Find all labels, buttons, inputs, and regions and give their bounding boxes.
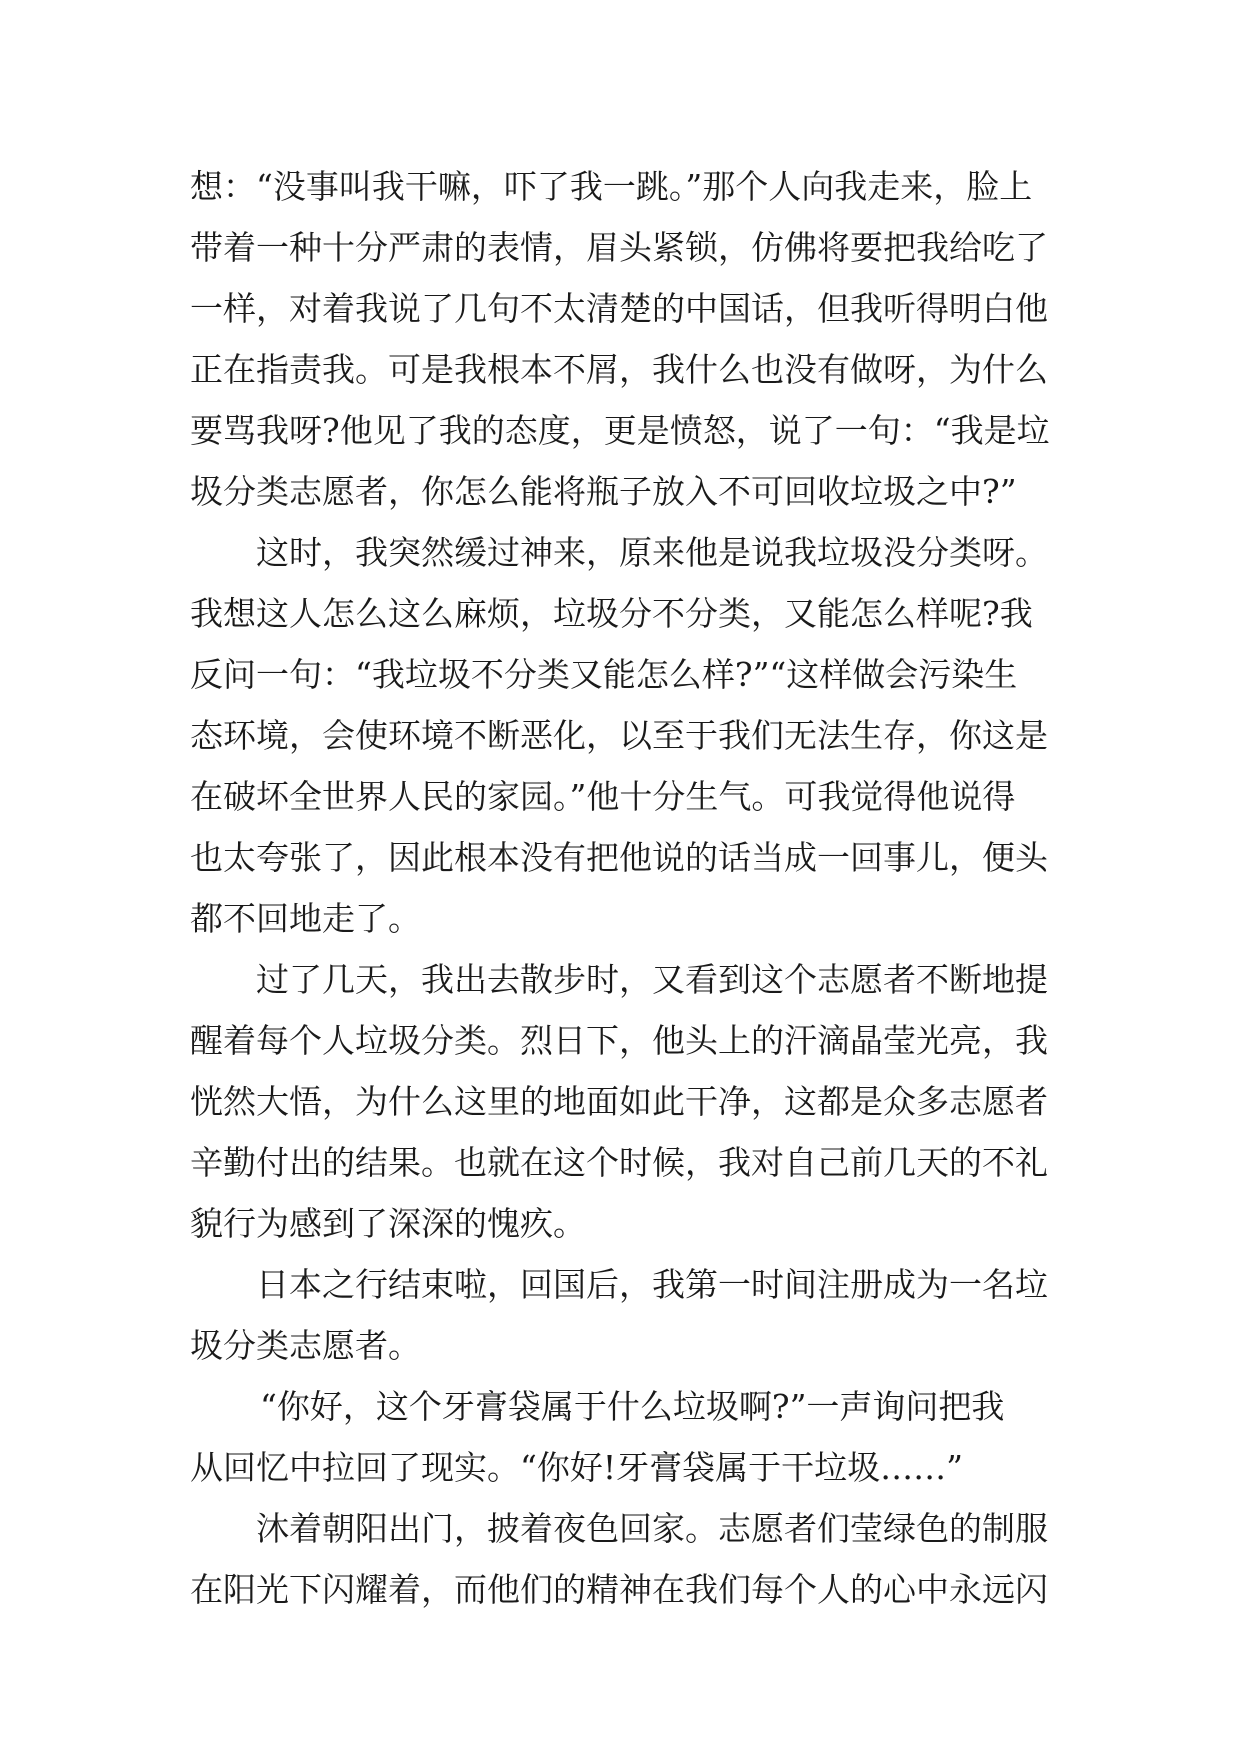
text-line: 圾分类志愿者。 [190, 1326, 421, 1365]
paragraph-start-line: 这时，我突然缓过神来，原来他是说我垃圾没分类呀。 [256, 533, 1048, 572]
text-line: 醒着每个人垃圾分类。烈日下，他头上的汗滴晶莹光亮，我 [190, 1021, 1048, 1060]
text-line: 恍然大悟，为什么这里的地面如此干净，这都是众多志愿者 [190, 1082, 1048, 1121]
text-line: 在阳光下闪耀着，而他们的精神在我们每个人的心中永远闪 [190, 1570, 1048, 1609]
text-line: 貌行为感到了深深的愧疚。 [190, 1204, 586, 1243]
paragraph-start-line: “你好，这个牙膏袋属于什么垃圾啊?”一声询问把我 [260, 1387, 1005, 1426]
text-line: 也太夸张了，因此根本没有把他说的话当成一回事儿，便头 [190, 838, 1048, 877]
paragraph-start-line: 日本之行结束啦，回国后，我第一时间注册成为一名垃 [256, 1265, 1048, 1304]
text-line: 在破坏全世界人民的家园。”他十分生气。可我觉得他说得 [190, 777, 1016, 816]
text-line: 我想这人怎么这么麻烦，垃圾分不分类，又能怎么样呢?我 [190, 594, 1033, 633]
text-line: 想：“没事叫我干嘛，吓了我一跳。”那个人向我走来，脸上 [190, 167, 1033, 206]
text-line: 从回忆中拉回了现实。“你好!牙膏袋属于干垃圾……” [190, 1448, 964, 1487]
paragraph-start-line: 沐着朝阳出门，披着夜色回家。志愿者们莹绿色的制服 [256, 1509, 1048, 1548]
text-line: 反问一句：“我垃圾不分类又能怎么样?”“这样做会污染生 [190, 655, 1018, 694]
text-line: 要骂我呀?他见了我的态度，更是愤怒，说了一句：“我是垃 [190, 411, 1050, 450]
text-line: 正在指责我。可是我根本不屑，我什么也没有做呀，为什么 [190, 350, 1048, 389]
text-line: 都不回地走了。 [190, 899, 421, 938]
text-line: 圾分类志愿者，你怎么能将瓶子放入不可回收垃圾之中?” [190, 472, 1017, 511]
text-line: 态环境，会使环境不断恶化，以至于我们无法生存，你这是 [190, 716, 1048, 755]
paragraph-start-line: 过了几天，我出去散步时，又看到这个志愿者不断地提 [256, 960, 1048, 999]
text-line: 辛勤付出的结果。也就在这个时候，我对自己前几天的不礼 [190, 1143, 1048, 1182]
text-line: 一样，对着我说了几句不太清楚的中国话，但我听得明白他 [190, 289, 1048, 328]
text-line: 带着一种十分严肃的表情，眉头紧锁，仿佛将要把我给吃了 [190, 228, 1048, 267]
essay-text [190, 156, 1052, 1620]
